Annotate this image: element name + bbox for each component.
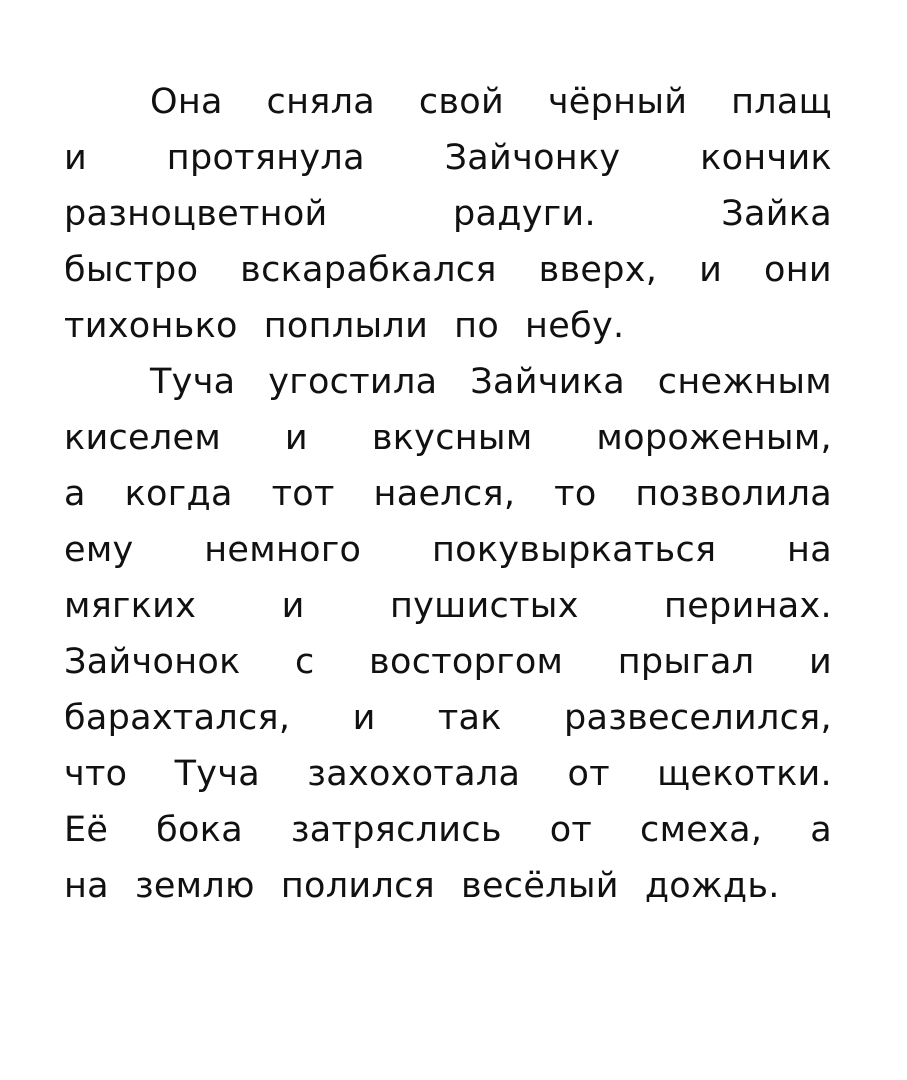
text-line [64, 74, 832, 130]
word: быстро [64, 250, 199, 290]
word: вкусным [371, 418, 533, 458]
word: покувыркаться [431, 530, 717, 570]
word: свой [418, 82, 505, 122]
word: восторгом [369, 642, 564, 682]
word: мороженым, [596, 418, 832, 458]
word: позволила [635, 474, 832, 514]
word: Зайчонок [64, 642, 241, 682]
text-line [64, 578, 832, 634]
word: от [549, 810, 593, 850]
word: мягких [64, 586, 197, 626]
word: тот [271, 474, 335, 514]
word: Зайчонку [444, 138, 621, 178]
word: Она [150, 82, 223, 122]
word: бока [156, 810, 243, 850]
word: и [352, 698, 376, 738]
word: полился [280, 866, 436, 906]
text-line [64, 410, 832, 466]
paragraph [64, 354, 832, 914]
word: кончик [700, 138, 832, 178]
text-line [64, 298, 832, 354]
word: и [808, 642, 832, 682]
word: прыгал [617, 642, 755, 682]
word: перинах. [664, 586, 832, 626]
word: и [699, 250, 723, 290]
word: щекотки. [657, 754, 832, 794]
word: дождь. [644, 866, 780, 906]
text-line [64, 186, 832, 242]
word: пушистых [389, 586, 579, 626]
word: Зайка [721, 194, 832, 234]
word: и [64, 138, 88, 178]
text-line [64, 466, 832, 522]
word: снежным [657, 362, 832, 402]
word: угостила [268, 362, 438, 402]
word: а [810, 810, 832, 850]
word: а [64, 474, 86, 514]
word: Её [64, 810, 109, 850]
word: и [284, 418, 308, 458]
word: на [787, 530, 832, 570]
word: вверх, [538, 250, 658, 290]
word: что [64, 754, 128, 794]
word: затряслись [290, 810, 502, 850]
word: небу. [525, 306, 625, 346]
story-text [64, 74, 832, 914]
word: разноцветной [64, 194, 328, 234]
word: весёлый [461, 866, 619, 906]
word: когда [124, 474, 233, 514]
text-line [64, 522, 832, 578]
word: Туча [174, 754, 261, 794]
word: на [64, 866, 109, 906]
word: чёрный [547, 82, 688, 122]
word: то [554, 474, 597, 514]
word: поплыли [263, 306, 429, 346]
word: немного [204, 530, 362, 570]
word: радуги. [452, 194, 596, 234]
word: смеха, [640, 810, 763, 850]
word: барахтался, [64, 698, 291, 738]
word: вскарабкался [240, 250, 497, 290]
word: по [454, 306, 500, 346]
word: от [567, 754, 610, 794]
word: Зайчика [470, 362, 625, 402]
word: ему [64, 530, 134, 570]
word: развеселился, [563, 698, 832, 738]
word: плащ [731, 82, 832, 122]
text-line [64, 858, 832, 914]
paragraph [64, 74, 832, 354]
word: киселем [64, 418, 222, 458]
word: протянула [166, 138, 365, 178]
text-line [64, 634, 832, 690]
text-line [64, 354, 832, 410]
word: и [281, 586, 305, 626]
word: так [437, 698, 502, 738]
text-line [64, 242, 832, 298]
text-line [64, 802, 832, 858]
word: наелся, [373, 474, 516, 514]
word: сняла [266, 82, 376, 122]
word: Туча [150, 362, 236, 402]
text-line [64, 690, 832, 746]
word: они [764, 250, 832, 290]
text-line [64, 130, 832, 186]
word: с [295, 642, 315, 682]
text-line [64, 746, 832, 802]
word: землю [134, 866, 255, 906]
word: захохотала [307, 754, 521, 794]
word: тихонько [64, 306, 238, 346]
